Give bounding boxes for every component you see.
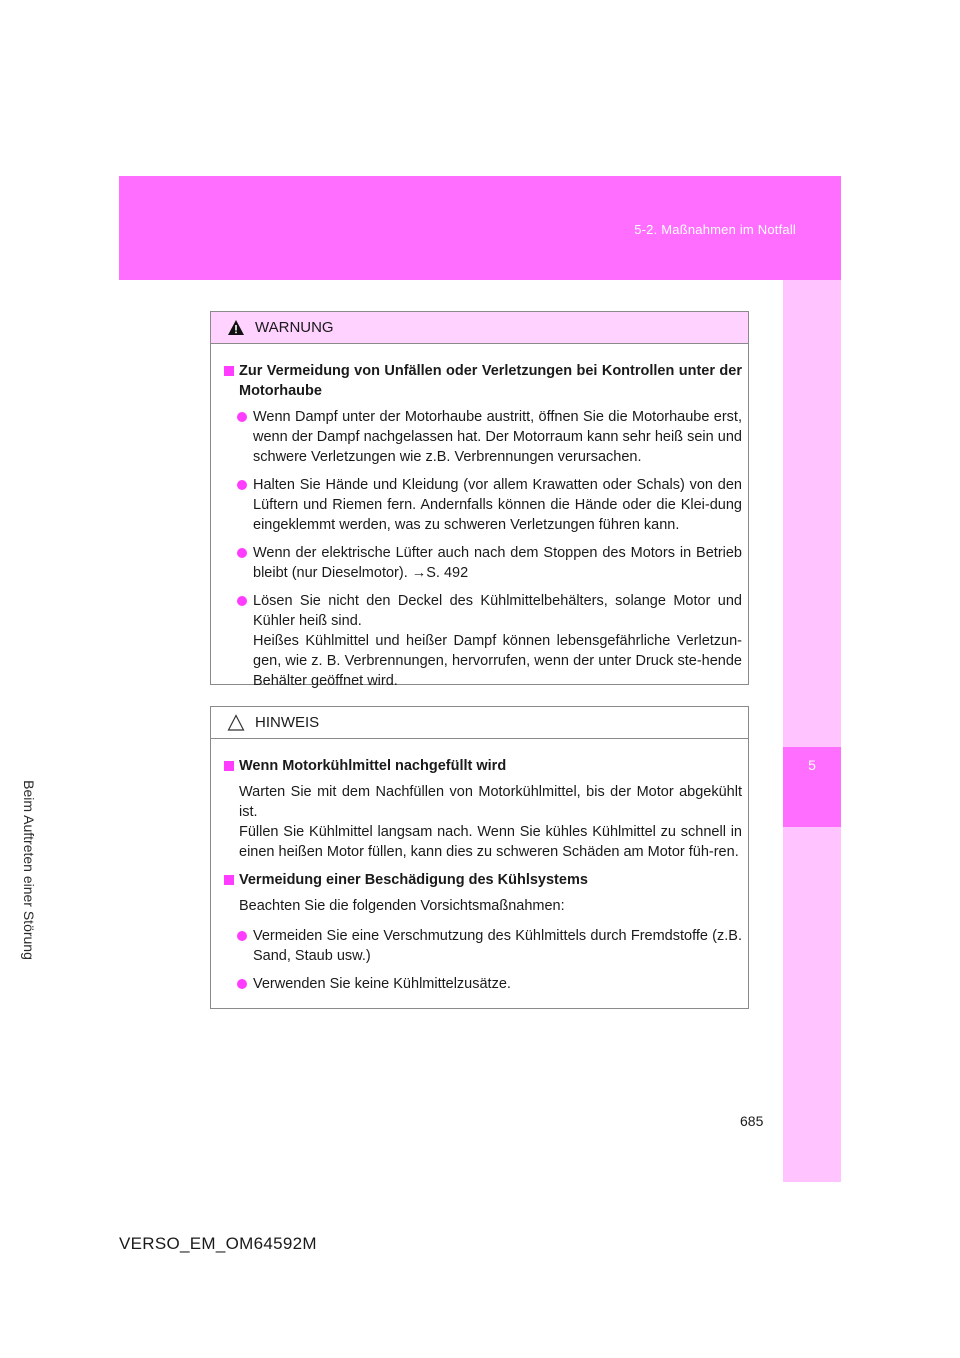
list-item: Lösen Sie nicht den Deckel des Kühlmittelbehälters, solange Motor und Kühler heiß sind. [221, 591, 742, 631]
list-item: Halten Sie Hände und Kleidung (vor allem Krawatten oder Schals) von den Lüftern und Riemen fern. Andernfalls können die Hände oder die Klei-dung eingeklemmt werden, was zu schweren Verletzungen führen kann. [221, 475, 742, 535]
warning-body [211, 344, 748, 713]
notice-body [211, 739, 748, 1016]
list-item: Vermeiden Sie eine Verschmutzung des Kühlmittels durch Fremdstoffe (z.B. Sand, Staub usw.) [221, 926, 742, 966]
paragraph: Füllen Sie Kühlmittel langsam nach. Wenn Sie kühles Kühlmittel zu schnell in einen heißen Motor füllen, kann dies zu schweren Schäden am Motor füh-ren. [239, 824, 742, 860]
notice-header [211, 707, 748, 739]
round-bullet-icon [237, 931, 247, 941]
notice-title: HINWEIS [255, 714, 320, 731]
notice-heading-2: Vermeidung einer Beschädigung des Kühlsystems [221, 870, 742, 890]
document-code: VERSO_EM_OM64592M [119, 1234, 317, 1253]
section-title: 5-2. Maßnahmen im Notfall [634, 222, 796, 237]
caution-triangle-icon [227, 714, 245, 732]
chapter-tab [783, 747, 841, 827]
paragraph: Warten Sie mit dem Nachfüllen von Motorkühlmittel, bis der Motor abgekühlt ist. [239, 784, 742, 820]
chapter-label: Beim Auftreten einer Störung [21, 780, 37, 960]
list-item: Wenn der elektrische Lüfter auch nach dem Stoppen des Motors in Betrieb bleibt (nur Dieselmotor). →S. 492 [221, 543, 742, 583]
warning-box [210, 311, 749, 689]
warning-title: WARNUNG [255, 319, 334, 336]
list-item: Wenn Dampf unter der Motorhaube austritt, öffnen Sie die Motorhaube erst, wenn der Dampf nachgelassen hat. Der Motorraum kann sehr heiß sein und schwere Verletzungen wie z.B. Verbrennungen verursachen. [221, 407, 742, 467]
chapter-number: 5 [808, 757, 816, 773]
round-bullet-icon [237, 480, 247, 490]
round-bullet-icon [237, 548, 247, 558]
list-item: Verwenden Sie keine Kühlmittelzusätze. [221, 974, 742, 994]
round-bullet-icon [237, 596, 247, 606]
round-bullet-icon [237, 979, 247, 989]
list-item-continuation: Heißes Kühlmittel und heißer Dampf können lebensgefährliche Verletzun-gen, wie z. B. Verbrennungen, hervorrufen, wenn der unter Druck ste-hende Behälter geöffnet wird. [253, 633, 742, 689]
notice-box [210, 706, 749, 1009]
header-band [119, 176, 841, 280]
page-number: 685 [740, 1113, 764, 1129]
warning-heading: Zur Vermeidung von Unfällen oder Verletzungen bei Kontrollen unter der Motorhaube [221, 361, 742, 401]
round-bullet-icon [237, 412, 247, 422]
notice-list [221, 926, 742, 994]
warning-triangle-icon [227, 319, 245, 337]
notice-heading-1: Wenn Motorkühlmittel nachgefüllt wird [221, 756, 742, 776]
square-bullet-icon [224, 366, 234, 376]
square-bullet-icon [224, 761, 234, 771]
paragraph: Beachten Sie die folgenden Vorsichtsmaßnahmen: [239, 898, 565, 914]
warning-header [211, 312, 748, 344]
side-strip [783, 280, 841, 1182]
square-bullet-icon [224, 875, 234, 885]
